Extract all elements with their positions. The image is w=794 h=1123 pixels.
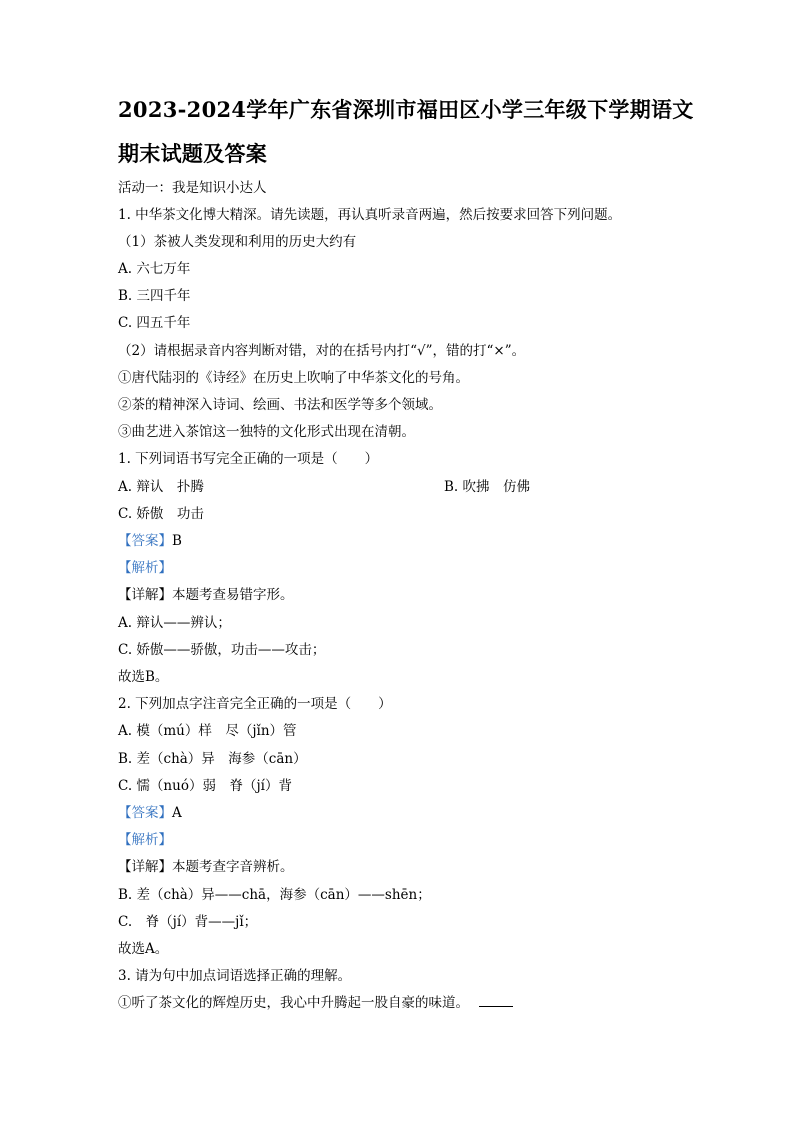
answer-value: B xyxy=(172,533,182,549)
question-2-answer xyxy=(118,531,182,551)
detail-text: 本题考查字音辨析。 xyxy=(172,859,294,875)
answer-tag: 【答案】 xyxy=(118,805,172,821)
question-2-analysis-tag: 【解析】 xyxy=(118,560,172,576)
question-1-intro: 1. 中华茶文化博大精深。请先读题，再认真听录音两遍，然后按要求回答下列问题。 xyxy=(118,207,622,223)
activity-heading: 活动一：我是知识小达人 xyxy=(118,180,267,196)
question-3-option-b: B. 差（chà）异 海参（cān） xyxy=(118,751,307,767)
question-1-option-c: C. 四五千年 xyxy=(118,315,191,331)
question-1-statement-2: ②茶的精神深入诗词、绘画、书法和医学等多个领域。 xyxy=(118,397,442,413)
question-3-choice: 故选A。 xyxy=(118,941,169,957)
question-1-option-a: A. 六七万年 xyxy=(118,261,191,277)
question-2-detail xyxy=(118,585,294,605)
question-2-option-b: B. 吹拂 仿佛 xyxy=(444,479,531,495)
sentence-text: ①听了茶文化的辉煌历史，我心中升腾起一股自豪的味道。 xyxy=(118,995,469,1011)
question-2-option-a: A. 辩认 扑腾 xyxy=(118,479,204,495)
answer-blank xyxy=(479,994,513,1007)
detail-text: 本题考查易错字形。 xyxy=(172,587,294,603)
question-3-stem: 2. 下列加点字注音完全正确的一项是（ ） xyxy=(118,696,392,712)
document-title-line-2: 期末试题及答案 xyxy=(118,141,268,166)
question-3-detail xyxy=(118,857,294,877)
answer-value: A xyxy=(172,805,182,821)
question-2-option-c: C. 娇傲 功击 xyxy=(118,506,204,522)
question-1-sub-1: （1）茶被人类发现和利用的历史大约有 xyxy=(118,234,357,250)
question-1-statement-3: ③曲艺进入茶馆这一独特的文化形式出现在清朝。 xyxy=(118,424,415,440)
question-2-choice: 故选B。 xyxy=(118,669,169,685)
question-4-sentence-1 xyxy=(118,993,513,1013)
question-2-stem: 1. 下列词语书写完全正确的一项是（ ） xyxy=(118,451,379,467)
answer-tag: 【答案】 xyxy=(118,533,172,549)
question-3-detail-1: B. 差（chà）异——chā，海参（cān）——shēn； xyxy=(118,887,431,903)
document-title-line-1: 2023-2024学年广东省深圳市福田区小学三年级下学期语文 xyxy=(118,97,694,122)
question-3-answer xyxy=(118,803,182,823)
question-1-sub-2: （2）请根据录音内容判断对错，对的在括号内打“√”，错的打“×”。 xyxy=(118,343,526,359)
question-3-option-c: C. 懦（nuó）弱 脊（jí）背 xyxy=(118,778,292,794)
question-1-option-b: B. 三四千年 xyxy=(118,288,191,304)
question-3-detail-2: C. 脊（jí）背——jǐ； xyxy=(118,914,258,930)
question-1-statement-1: ①唐代陆羽的《诗经》在历史上吹响了中华茶文化的号角。 xyxy=(118,370,469,386)
detail-tag: 【详解】 xyxy=(118,859,172,875)
question-4-stem: 3. 请为句中加点词语选择正确的理解。 xyxy=(118,968,352,984)
question-3-option-a: A. 模（mú）样 尽（jǐn）管 xyxy=(118,723,297,739)
question-2-detail-2: C. 娇傲——骄傲，功击——攻击； xyxy=(118,642,326,658)
question-3-analysis-tag: 【解析】 xyxy=(118,832,172,848)
detail-tag: 【详解】 xyxy=(118,587,172,603)
question-2-detail-1: A. 辩认——辨认； xyxy=(118,615,231,631)
